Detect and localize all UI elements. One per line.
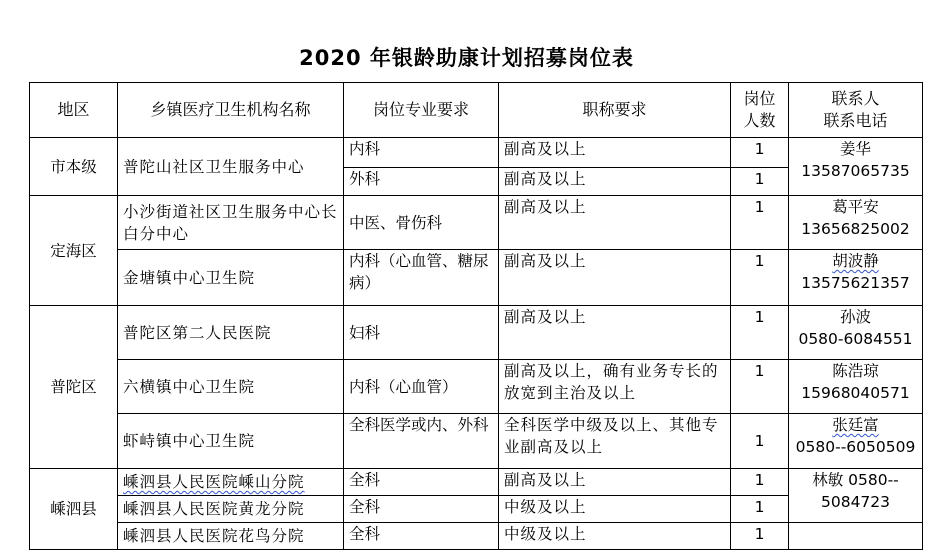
position-cell: 全科 bbox=[344, 496, 499, 523]
org-cell: 小沙街道社区卫生服务中心长白分中心 bbox=[118, 196, 344, 250]
header-contact-line1: 联系人 bbox=[831, 89, 880, 108]
contact-phone: 5084723 bbox=[820, 493, 891, 511]
org-cell: 普陀区第二人民医院 bbox=[118, 306, 344, 360]
position-cell: 内科 bbox=[344, 138, 499, 168]
org-cell: 嵊泗县人民医院黄龙分院 bbox=[118, 496, 344, 523]
count-cell: 1 bbox=[731, 360, 789, 414]
rank-cell: 中级及以上 bbox=[499, 496, 731, 523]
rank-cell: 副高及以上 bbox=[499, 196, 731, 250]
position-cell: 内科（心血管、糖尿病） bbox=[344, 250, 499, 306]
contact-cell bbox=[789, 360, 923, 414]
header-org: 乡镇医疗卫生机构名称 bbox=[118, 83, 344, 138]
rank-cell: 副高及以上 bbox=[499, 306, 731, 360]
header-count-line2: 人数 bbox=[743, 111, 776, 130]
header-region: 地区 bbox=[30, 83, 118, 138]
table-row bbox=[30, 469, 923, 496]
org-cell: 嵊泗县人民医院花鸟分院 bbox=[118, 523, 344, 550]
contact-cell bbox=[789, 196, 923, 250]
rank-cell: 副高及以上 bbox=[499, 469, 731, 496]
count-cell: 1 bbox=[731, 306, 789, 360]
contact-name: 姜华 bbox=[839, 140, 871, 158]
contact-name: 张廷富 bbox=[832, 416, 879, 434]
org-cell: 普陀山社区卫生服务中心 bbox=[118, 138, 344, 196]
contact-name: 胡波静 bbox=[832, 252, 879, 270]
region-cell: 嵊泗县 bbox=[30, 469, 118, 550]
contact-name: 林敏 0580-- bbox=[812, 471, 899, 489]
count-cell: 1 bbox=[731, 496, 789, 523]
contact-name: 陈浩琼 bbox=[832, 362, 879, 380]
position-cell: 全科医学或内、外科 bbox=[344, 414, 499, 469]
table-row bbox=[30, 414, 923, 469]
contact-cell bbox=[789, 414, 923, 469]
contact-phone: 15968040571 bbox=[801, 384, 910, 402]
rank-cell: 副高及以上，确有业务专长的放宽到主治及以上 bbox=[499, 360, 731, 414]
count-cell: 1 bbox=[731, 168, 789, 196]
position-cell: 外科 bbox=[344, 168, 499, 196]
region-cell: 市本级 bbox=[30, 138, 118, 196]
rank-cell: 中级及以上 bbox=[499, 523, 731, 550]
rank-cell: 副高及以上 bbox=[499, 138, 731, 168]
recruitment-table bbox=[29, 82, 923, 550]
rank-cell: 副高及以上 bbox=[499, 250, 731, 306]
position-cell: 中医、骨伤科 bbox=[344, 196, 499, 250]
region-cell: 定海区 bbox=[30, 196, 118, 306]
org-cell: 六横镇中心卫生院 bbox=[118, 360, 344, 414]
header-rank: 职称要求 bbox=[499, 83, 731, 138]
rank-cell: 副高及以上 bbox=[499, 168, 731, 196]
position-cell: 全科 bbox=[344, 469, 499, 496]
table-row bbox=[30, 250, 923, 306]
header-position: 岗位专业要求 bbox=[344, 83, 499, 138]
position-cell: 内科（心血管） bbox=[344, 360, 499, 414]
org-cell bbox=[118, 469, 344, 496]
header-row bbox=[30, 83, 923, 138]
header-count bbox=[731, 83, 789, 138]
contact-cell bbox=[789, 306, 923, 360]
org-cell: 虾峙镇中心卫生院 bbox=[118, 414, 344, 469]
contact-cell bbox=[789, 138, 923, 196]
table-row bbox=[30, 138, 923, 168]
contact-cell-empty bbox=[789, 523, 923, 550]
header-count-line1: 岗位 bbox=[743, 89, 776, 108]
page-title: 2020 年银龄助康计划招募岗位表 bbox=[299, 46, 634, 70]
header-contact-line2: 联系电话 bbox=[823, 111, 888, 130]
count-cell: 1 bbox=[731, 196, 789, 250]
region-cell: 普陀区 bbox=[30, 306, 118, 469]
contact-cell bbox=[789, 250, 923, 306]
org-name: 嵊泗县人民医院嵊山分院 bbox=[123, 473, 305, 491]
count-cell: 1 bbox=[731, 469, 789, 496]
rank-cell: 全科医学中级及以上、其他专业副高及以上 bbox=[499, 414, 731, 469]
table-row bbox=[30, 360, 923, 414]
count-cell: 1 bbox=[731, 250, 789, 306]
contact-phone: 13587065735 bbox=[801, 162, 910, 180]
org-cell: 金塘镇中心卫生院 bbox=[118, 250, 344, 306]
table-row bbox=[30, 306, 923, 360]
contact-phone: 13575621357 bbox=[801, 274, 910, 292]
position-cell: 全科 bbox=[344, 523, 499, 550]
contact-phone: 0580-6084551 bbox=[798, 330, 913, 348]
contact-phone: 0580--6050509 bbox=[795, 438, 916, 456]
contact-phone: 13656825002 bbox=[801, 220, 910, 238]
count-cell: 1 bbox=[731, 414, 789, 469]
contact-name: 葛平安 bbox=[832, 198, 879, 216]
table-row bbox=[30, 523, 923, 550]
table-row bbox=[30, 196, 923, 250]
header-contact bbox=[789, 83, 923, 138]
position-cell: 妇科 bbox=[344, 306, 499, 360]
contact-cell bbox=[789, 469, 923, 523]
count-cell: 1 bbox=[731, 523, 789, 550]
count-cell: 1 bbox=[731, 138, 789, 168]
contact-name: 孙波 bbox=[839, 308, 871, 326]
